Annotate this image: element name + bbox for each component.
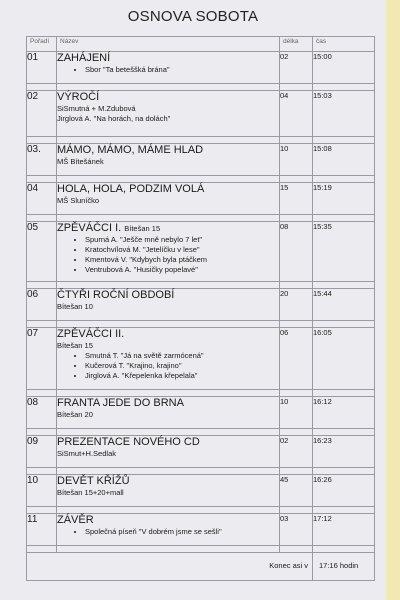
spacer-cell <box>27 137 57 144</box>
item-length: 02 <box>280 52 313 84</box>
row-spacer <box>27 84 375 91</box>
item-name-cell <box>57 475 280 507</box>
table-row <box>27 289 375 321</box>
item-detail: Bítešan 15 <box>57 341 93 350</box>
item-length: 08 <box>280 222 313 282</box>
item-title <box>57 144 279 157</box>
spacer-cell <box>57 507 280 514</box>
item-title-text: DEVĚT KŘÍŽŮ <box>57 475 130 487</box>
item-title-text: ZÁVĚR <box>57 514 94 526</box>
item-time: 16:26 <box>313 475 375 507</box>
item-title <box>57 52 279 65</box>
background-edge <box>386 0 400 600</box>
page-title: OSNOVA SOBOTA <box>127 8 259 25</box>
item-title <box>57 475 279 488</box>
spacer-cell <box>280 84 313 91</box>
table-header-row <box>27 37 375 52</box>
spacer-cell <box>313 137 375 144</box>
item-detail: SiSmutná + M.Zdubová <box>57 104 136 113</box>
item-name-cell <box>57 328 280 390</box>
spacer-cell <box>313 321 375 328</box>
end-label: Konec asi v <box>269 561 308 570</box>
item-bullet: • Spurná A. "Ješče mně nebylo 7 let" <box>85 235 279 245</box>
table-row <box>27 436 375 468</box>
footer-time-cell <box>313 553 375 581</box>
end-time: 17:16 hodin <box>319 561 359 570</box>
spacer-cell <box>313 429 375 436</box>
item-title <box>57 436 279 449</box>
spacer-cell <box>280 429 313 436</box>
spacer-cell <box>27 215 57 222</box>
spacer-cell <box>27 321 57 328</box>
row-spacer <box>27 282 375 289</box>
item-bullet: • Jirglová A. "Křepelenka křepelala" <box>85 371 279 381</box>
item-title <box>57 514 279 527</box>
spacer-cell <box>57 429 280 436</box>
item-number: 07 <box>27 328 57 390</box>
item-title <box>57 289 279 302</box>
item-time: 17:12 <box>313 514 375 546</box>
spacer-cell <box>313 176 375 183</box>
item-bullet-list <box>57 351 279 381</box>
item-number: 09 <box>27 436 57 468</box>
item-time: 16:23 <box>313 436 375 468</box>
item-title <box>57 91 279 104</box>
spacer-cell <box>280 215 313 222</box>
row-spacer <box>27 468 375 475</box>
item-bullet: • Společná píseň "V dobrém jsme se sešli" <box>85 527 279 537</box>
item-length: 10 <box>280 144 313 176</box>
header-length: délka <box>280 37 313 52</box>
spacer-cell <box>280 390 313 397</box>
table-row <box>27 397 375 429</box>
row-spacer <box>27 546 375 553</box>
table-row <box>27 475 375 507</box>
item-time: 15:08 <box>313 144 375 176</box>
item-number: 05 <box>27 222 57 282</box>
item-name-cell <box>57 52 280 84</box>
item-name-cell <box>57 91 280 137</box>
item-detail: Jirglová A. "Na horách, na dolách" <box>57 114 171 123</box>
item-length: 06 <box>280 328 313 390</box>
row-spacer <box>27 390 375 397</box>
item-length: 03 <box>280 514 313 546</box>
table-row <box>27 328 375 390</box>
item-bullet: • Sbor "Ta beteššká brána" <box>85 65 279 75</box>
item-number: 10 <box>27 475 57 507</box>
item-title-text: FRANTA JEDE DO BRNA <box>57 397 184 409</box>
table-row <box>27 222 375 282</box>
spacer-cell <box>313 282 375 289</box>
table-row <box>27 183 375 215</box>
spacer-cell <box>313 390 375 397</box>
spacer-cell <box>57 215 280 222</box>
item-time: 16:12 <box>313 397 375 429</box>
spacer-cell <box>27 468 57 475</box>
item-title-text: PREZENTACE NOVÉHO CD <box>57 436 200 448</box>
spacer-cell <box>280 546 313 553</box>
item-title-text: HOLA, HOLA, PODZIM VOLÁ <box>57 183 205 195</box>
spacer-cell <box>313 468 375 475</box>
item-title <box>57 397 279 410</box>
item-name-cell <box>57 222 280 282</box>
spacer-cell <box>57 468 280 475</box>
spacer-cell <box>57 176 280 183</box>
item-bullet: • Smutná T. "Já na světě zarmócená" <box>85 351 279 361</box>
item-number: 02 <box>27 91 57 137</box>
spacer-cell <box>280 507 313 514</box>
item-bullet: • Kučerová T. "Krajino, krajino" <box>85 361 279 371</box>
row-spacer <box>27 215 375 222</box>
item-detail: Bítešan 20 <box>57 410 93 419</box>
spacer-cell <box>313 546 375 553</box>
item-length: 15 <box>280 183 313 215</box>
item-number: 06 <box>27 289 57 321</box>
item-time: 15:00 <box>313 52 375 84</box>
item-detail: MŠ Bítešánek <box>57 157 104 166</box>
footer-label-cell <box>27 553 313 581</box>
spacer-cell <box>313 215 375 222</box>
item-name-cell <box>57 144 280 176</box>
item-bullet: • Ventrubová A. "Husičky popelavé" <box>85 265 279 275</box>
item-number: 01 <box>27 52 57 84</box>
schedule-table <box>26 36 375 581</box>
item-name-cell <box>57 183 280 215</box>
spacer-cell <box>27 390 57 397</box>
item-number: 11 <box>27 514 57 546</box>
item-time: 15:44 <box>313 289 375 321</box>
table-row <box>27 52 375 84</box>
item-length: 20 <box>280 289 313 321</box>
item-time: 15:35 <box>313 222 375 282</box>
spacer-cell <box>27 546 57 553</box>
item-title-text: VÝROČÍ <box>57 91 100 103</box>
spacer-cell <box>27 282 57 289</box>
spacer-cell <box>280 282 313 289</box>
item-title-text: ZPĚVÁČCI I. <box>57 222 122 234</box>
table-row <box>27 144 375 176</box>
row-spacer <box>27 321 375 328</box>
spacer-cell <box>57 282 280 289</box>
spacer-cell <box>280 176 313 183</box>
item-bullet-list <box>57 527 279 537</box>
header-name: Název <box>57 37 280 52</box>
item-bullet: • Kratochvílová M. "Jetelíčku v lese" <box>85 245 279 255</box>
spacer-cell <box>280 137 313 144</box>
item-number: 04 <box>27 183 57 215</box>
row-spacer <box>27 176 375 183</box>
item-detail: Bítešan 15+20+mall <box>57 488 124 497</box>
spacer-cell <box>57 546 280 553</box>
item-length: 02 <box>280 436 313 468</box>
spacer-cell <box>57 321 280 328</box>
item-length: 45 <box>280 475 313 507</box>
item-bullet: • Kmentová V. "Kdybych byla ptáčkem <box>85 255 279 265</box>
spacer-cell <box>57 84 280 91</box>
table-row <box>27 514 375 546</box>
item-performer: Bítešan 15 <box>124 224 161 233</box>
spacer-cell <box>280 321 313 328</box>
spacer-cell <box>313 84 375 91</box>
item-number: 03. <box>27 144 57 176</box>
item-title-text: ČTYŘI ROČNÍ OBDOBÍ <box>57 289 175 301</box>
spacer-cell <box>27 84 57 91</box>
spacer-cell <box>280 468 313 475</box>
item-length: 04 <box>280 91 313 137</box>
item-name-cell <box>57 436 280 468</box>
item-name-cell <box>57 397 280 429</box>
item-detail: SiSmut+H.Sedlak <box>57 449 116 458</box>
item-bullet-list <box>57 65 279 75</box>
item-title-text: ZAHÁJENÍ <box>57 52 111 64</box>
spacer-cell <box>27 429 57 436</box>
item-name-cell <box>57 514 280 546</box>
item-time: 15:19 <box>313 183 375 215</box>
row-spacer <box>27 429 375 436</box>
footer-row <box>27 553 375 581</box>
item-title <box>57 328 279 341</box>
item-time: 16:05 <box>313 328 375 390</box>
item-title-text: MÁMO, MÁMO, MÁME HLAD <box>57 144 204 156</box>
item-title <box>57 222 279 235</box>
item-name-cell <box>57 289 280 321</box>
item-number: 08 <box>27 397 57 429</box>
header-time: čas <box>313 37 375 52</box>
item-title <box>57 183 279 196</box>
row-spacer <box>27 137 375 144</box>
item-title-text: ZPĚVÁČCI II. <box>57 328 125 340</box>
spacer-cell <box>57 390 280 397</box>
row-spacer <box>27 507 375 514</box>
item-detail: Bítešan 10 <box>57 302 93 311</box>
spacer-cell <box>57 137 280 144</box>
spacer-cell <box>27 507 57 514</box>
spacer-cell <box>27 176 57 183</box>
spacer-cell <box>313 507 375 514</box>
item-time: 15:03 <box>313 91 375 137</box>
item-bullet-list <box>57 235 279 275</box>
header-order: Pořadí <box>27 37 57 52</box>
item-detail: MŠ Sluníčko <box>57 196 100 205</box>
item-length: 10 <box>280 397 313 429</box>
table-row <box>27 91 375 137</box>
